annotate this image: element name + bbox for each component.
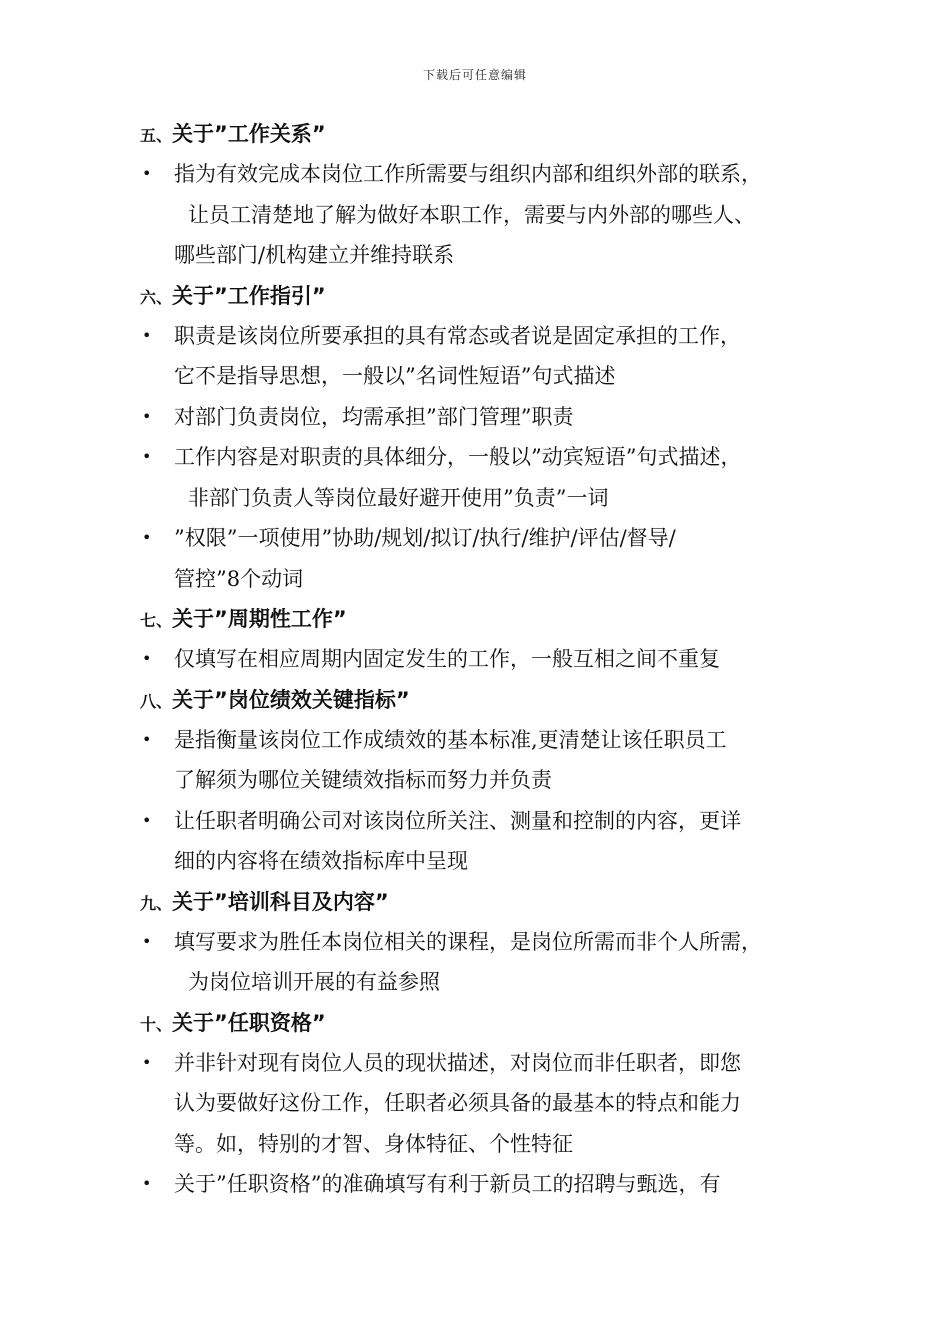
bullet-item	[140, 397, 820, 438]
section-heading	[140, 599, 820, 639]
bullet-line: 指为有效完成本岗位工作所需要与组织内部和组织外部的联系，	[174, 162, 762, 186]
section-title: 关于”工作关系”	[172, 122, 326, 146]
bullet-dot-icon: •	[142, 164, 152, 183]
section-heading	[140, 276, 820, 316]
bullet-line: 哪些部门/机构建立并维持联系	[174, 243, 455, 267]
bullet-item	[140, 801, 820, 882]
section-title: 关于”周期性工作”	[172, 607, 347, 631]
document-body	[140, 114, 820, 1205]
bullet-line: 为岗位培训开展的有益参照	[188, 970, 440, 994]
section-title: 关于”岗位绩效关键指标”	[172, 687, 410, 712]
bullet-item	[140, 639, 820, 680]
bullet-item	[140, 154, 820, 276]
bullet-line: 职责是该岗位所要承担的具有常态或者说是固定承担的工作，	[174, 323, 741, 348]
bullet-dot-icon: •	[142, 810, 152, 830]
bullet-line: 让员工清楚地了解为做好本职工作，需要与内外部的哪些人、	[188, 202, 755, 227]
bullet-item	[140, 922, 820, 1003]
bullet-dot-icon: •	[142, 1052, 152, 1072]
bullet-line: 是指衡量该岗位工作成绩效的基本标准,更清楚让该任职员工	[174, 727, 727, 752]
section-number: 六、	[140, 287, 173, 307]
bullet-line: 仅填写在相应周期内固定发生的工作，一般互相之间不重复	[174, 647, 720, 671]
bullet-line: 它不是指导思想，一般以”名词性短语”句式描述	[174, 364, 616, 388]
section-number: 七、	[140, 611, 173, 630]
section-number: 九、	[140, 893, 173, 913]
bullet-line: ”权限”一项使用”协助/规划/拟订/执行/维护/评估/督导/	[174, 526, 676, 550]
bullet-item	[140, 1043, 820, 1165]
bullet-item	[140, 316, 820, 397]
section-number: 十、	[140, 1014, 173, 1034]
section-heading	[140, 1003, 820, 1043]
bullet-item	[140, 720, 820, 801]
bullet-line: 非部门负责人等岗位最好避开使用”负责”一词	[188, 485, 609, 510]
bullet-line: 认为要做好这份工作，任职者必须具备的最基本的特点和能力	[174, 1091, 741, 1115]
bullet-item	[140, 437, 820, 518]
bullet-dot-icon: •	[142, 406, 152, 426]
bullet-line: 关于”任职资格”的准确填写有利于新员工的招聘与甄选，有	[174, 1172, 721, 1196]
bullet-line: 让任职者明确公司对该岗位所关注、测量和控制的内容，更详	[174, 808, 741, 833]
section-heading	[140, 114, 820, 154]
header-note: 下载后可任意编辑	[422, 68, 527, 82]
bullet-line: 工作内容是对职责的具体细分，一般以”动宾短语”句式描述，	[174, 445, 742, 469]
bullet-dot-icon: •	[142, 447, 152, 466]
section-heading	[140, 882, 820, 922]
bullet-line: 了解须为哪位关键绩效指标而努力并负责	[174, 768, 552, 792]
bullet-dot-icon: •	[142, 729, 152, 749]
bullet-item	[140, 1164, 820, 1205]
bullet-item	[140, 518, 820, 599]
bullet-line: 等。如，特别的才智、身体特征、个性特征	[174, 1131, 573, 1156]
section-heading	[140, 680, 820, 720]
bullet-line: 细的内容将在绩效指标库中呈现	[174, 849, 468, 873]
bullet-dot-icon: •	[142, 649, 152, 668]
section-number: 五、	[140, 126, 173, 145]
bullet-dot-icon: •	[142, 1174, 152, 1193]
section-number: 八、	[140, 691, 173, 711]
bullet-line: 填写要求为胜任本岗位相关的课程，是岗位所需而非个人所需，	[174, 929, 762, 954]
bullet-dot-icon: •	[142, 528, 152, 547]
section-title: 关于”工作指引”	[172, 283, 326, 308]
bullet-dot-icon: •	[142, 325, 152, 345]
bullet-line: 并非针对现有岗位人员的现状描述，对岗位而非任职者，即您	[174, 1050, 741, 1075]
bullet-line: 对部门负责岗位，均需承担”部门管理”职责	[174, 404, 574, 429]
section-title: 关于”培训科目及内容”	[172, 889, 389, 914]
bullet-dot-icon: •	[142, 931, 152, 951]
bullet-line: 管控”8个动词	[174, 566, 304, 591]
section-title: 关于”任职资格”	[172, 1010, 326, 1035]
